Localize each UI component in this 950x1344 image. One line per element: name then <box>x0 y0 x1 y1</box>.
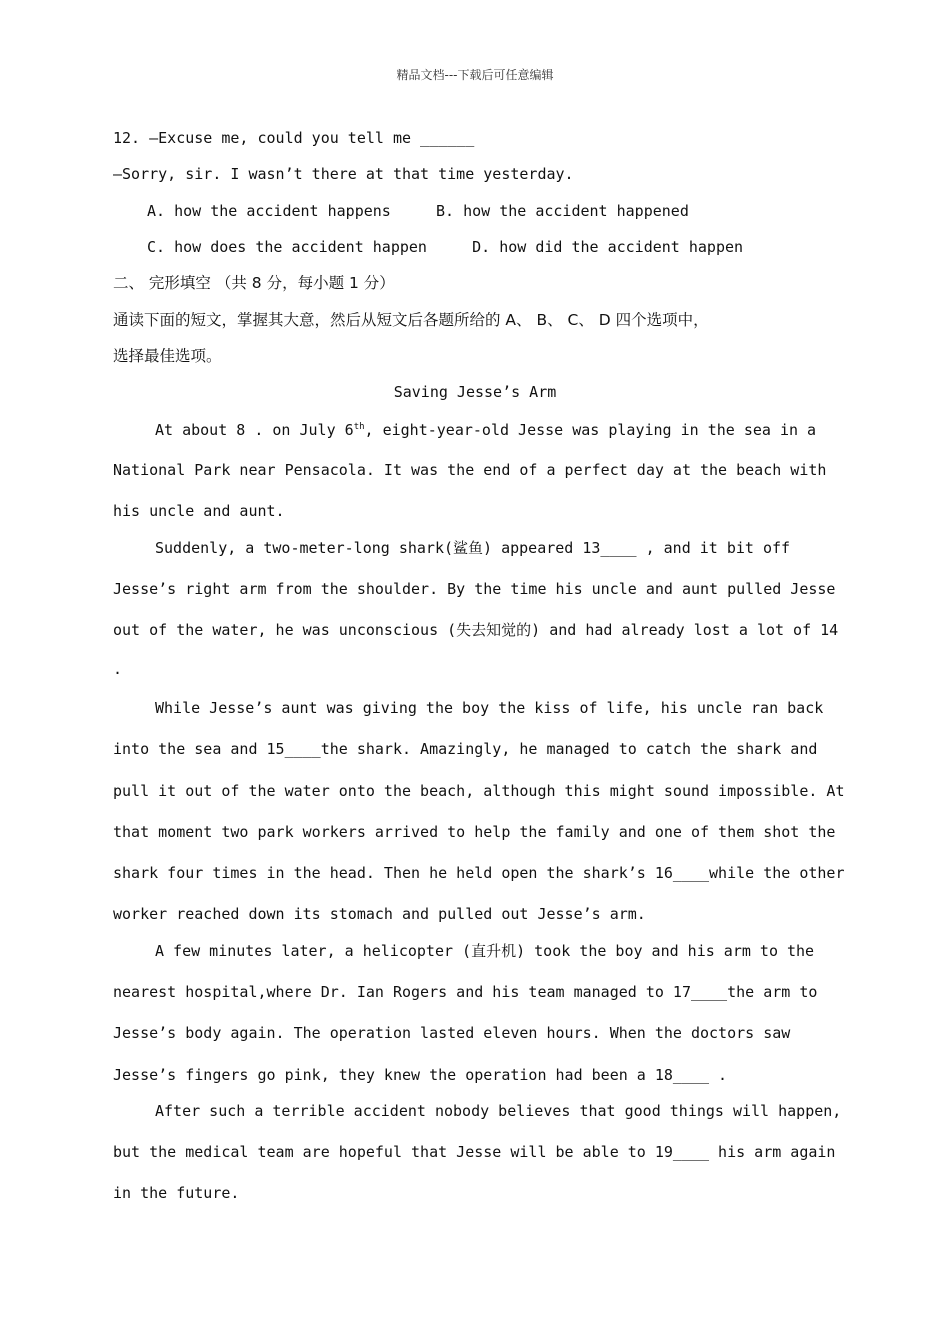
passage-line: his uncle and aunt. <box>113 502 285 520</box>
page-header: 精品文档---下载后可任意编辑 <box>396 68 554 82</box>
passage-line: While Jesse’s aunt was giving the boy the kiss of life, his uncle ran back <box>155 699 824 717</box>
passage-line: Jesse’s fingers go pink, they knew the operation had been a 18____ . <box>113 1066 728 1084</box>
section-instruction-cont: 选择最佳选项。 <box>113 347 222 365</box>
passage-line: A few minutes later, a helicopter (直升机) took the boy and his arm to the <box>155 942 815 960</box>
passage-text: At about 8 . on July 6 <box>155 421 354 439</box>
passage-line: but the medical team are hopeful that Jesse will be able to 19____ his arm again <box>113 1143 836 1161</box>
passage-line <box>155 421 816 439</box>
passage-line: Suddenly, a two-meter-long shark(鲨鱼) appeared 13____ , and it bit off <box>155 539 791 557</box>
passage-line: out of the water, he was unconscious (失去知觉的) and had already lost a lot of 14 <box>113 621 839 639</box>
section-heading: 二、 完形填空 （共 8 分，每小题 1 分） <box>113 274 395 292</box>
question-12-stem: 12. —Excuse me, could you tell me ______ <box>113 129 475 147</box>
passage-line: National Park near Pensacola. It was the end of a perfect day at the beach with <box>113 461 827 479</box>
passage-line: Jesse’s body again. The operation lasted eleven hours. When the doctors saw <box>113 1024 791 1042</box>
question-12-reply: —Sorry, sir. I wasn’t there at that time yesterday. <box>113 165 574 183</box>
passage-line: Jesse’s right arm from the shoulder. By the time his uncle and aunt pulled Jesse <box>113 580 836 598</box>
passage-line: . <box>113 660 123 678</box>
passage-text: , eight-year-old Jesse was playing in the sea in a <box>364 421 817 439</box>
passage-title: Saving Jesse’s Arm <box>393 383 557 401</box>
passage-line: nearest hospital,where Dr. Ian Rogers and his team managed to 17____the arm to <box>113 983 818 1001</box>
passage-line: into the sea and 15____the shark. Amazingly, he managed to catch the shark and <box>113 740 818 758</box>
section-instruction: 通读下面的短文，掌握其大意，然后从短文后各题所给的 A、 B、 C、 D 四个选项中， <box>113 311 709 329</box>
passage-line: shark four times in the head. Then he held open the shark’s 16____while the other <box>113 864 845 882</box>
passage-line: pull it out of the water onto the beach, although this might sound impossible. At <box>113 782 845 800</box>
superscript: th <box>353 422 365 432</box>
passage-line: After such a terrible accident nobody believes that good things will happen, <box>155 1102 842 1120</box>
question-12-options-ab: A. how the accident happens B. how the accident happened <box>147 202 689 220</box>
passage-line: that moment two park workers arrived to help the family and one of them shot the <box>113 823 836 841</box>
question-12-options-cd: C. how does the accident happen D. how did the accident happen <box>147 238 744 256</box>
passage-line: worker reached down its stomach and pulled out Jesse’s arm. <box>113 905 646 923</box>
passage-line: in the future. <box>113 1184 240 1202</box>
